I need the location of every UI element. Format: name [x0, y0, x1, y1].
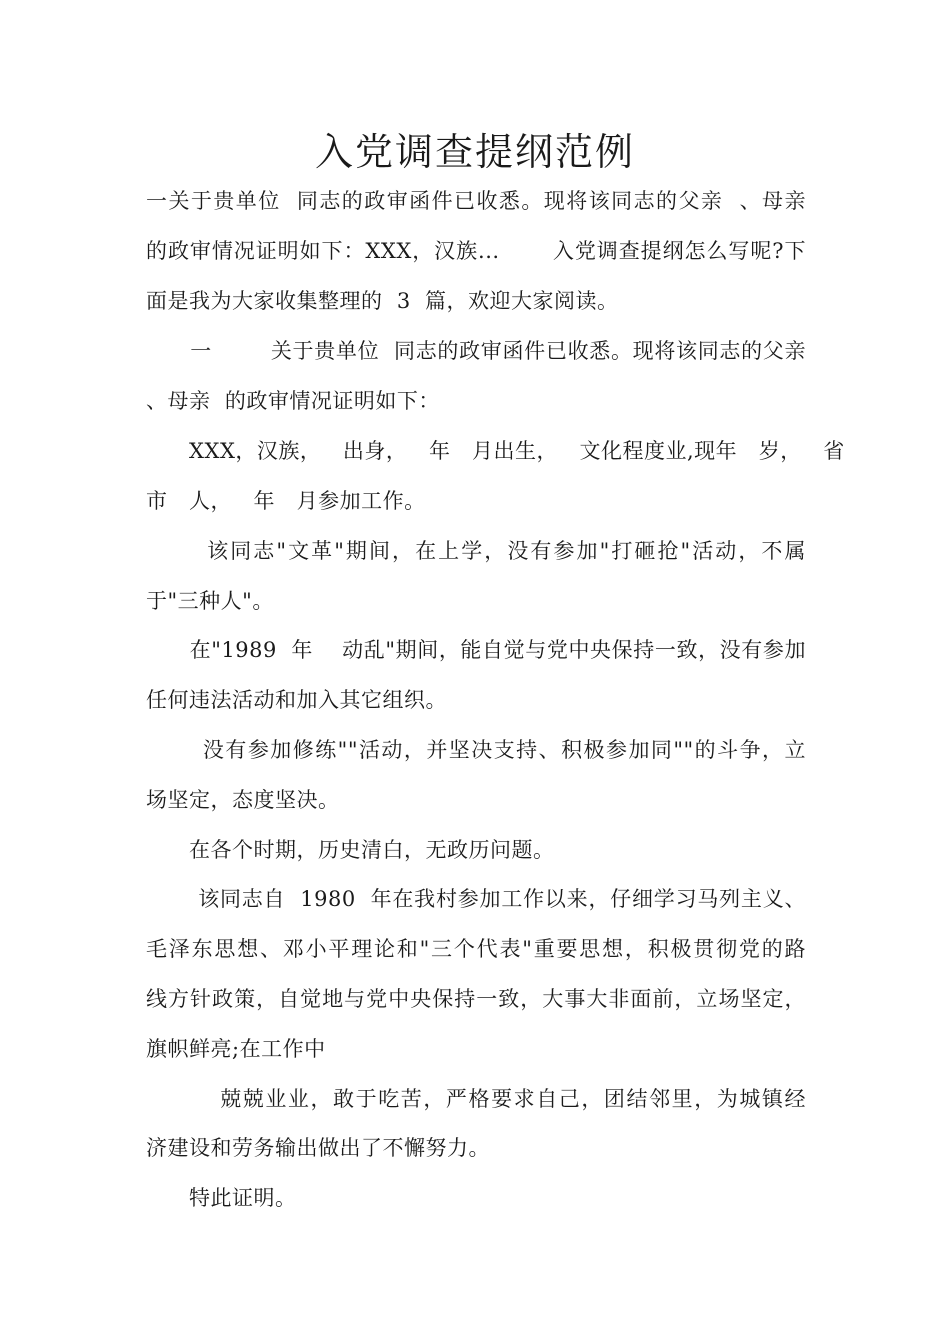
body-line-21: 特此证明。	[146, 1186, 297, 1210]
body-line-14: 在各个时期，历史清白，无政历问题。	[146, 838, 555, 862]
body-line-3: 面是我为大家收集整理的 3 篇，欢迎大家阅读。	[146, 289, 619, 313]
body-line-15: 该同志自 1980 年在我村参加工作以来，仔细学习马列主义、	[146, 887, 806, 911]
body-line-9: 于"三种人"。	[146, 589, 274, 613]
body-line-6: XXX，汉族， 出身， 年 月出生， 文化程度业,现年 岁， 省	[146, 439, 845, 463]
body-line-19: 兢兢业业，敢于吃苦，严格要求自己，团结邻里，为城镇经	[146, 1087, 806, 1111]
body-line-7: 市 人， 年 月参加工作。	[146, 489, 426, 513]
body-line-12: 没有参加修练""活动，并坚决支持、积极参加同""的斗争，立	[146, 738, 806, 762]
document-title: 入党调查提纲范例	[314, 130, 635, 174]
body-line-18: 旗帜鲜亮;在工作中	[146, 1037, 326, 1061]
body-line-20: 济建设和劳务输出做出了不懈努力。	[146, 1136, 490, 1160]
body-line-1: 一关于贵单位 同志的政审函件已收悉。现将该同志的父亲 、母亲	[146, 189, 806, 213]
body-line-2: 的政审情况证明如下：XXX，汉族... 入党调查提纲怎么写呢?下	[146, 239, 806, 263]
body-line-13: 场坚定，态度坚决。	[146, 788, 340, 812]
body-line-10: 在"1989 年 动乱"期间，能自觉与党中央保持一致，没有参加	[146, 638, 806, 662]
body-line-4: 一 关于贵单位 同志的政审函件已收悉。现将该同志的父亲	[146, 339, 806, 363]
body-line-11: 任何违法活动和加入其它组织。	[146, 688, 447, 712]
body-line-8: 该同志"文革"期间，在上学，没有参加"打砸抢"活动，不属	[146, 539, 806, 563]
body-line-16: 毛泽东思想、邓小平理论和"三个代表"重要思想，积极贯彻党的路	[146, 937, 806, 961]
body-line-17: 线方针政策，自觉地与党中央保持一致，大事大非面前，立场坚定，	[146, 987, 806, 1011]
body-line-5: 、母亲 的政审情况证明如下：	[146, 389, 440, 413]
